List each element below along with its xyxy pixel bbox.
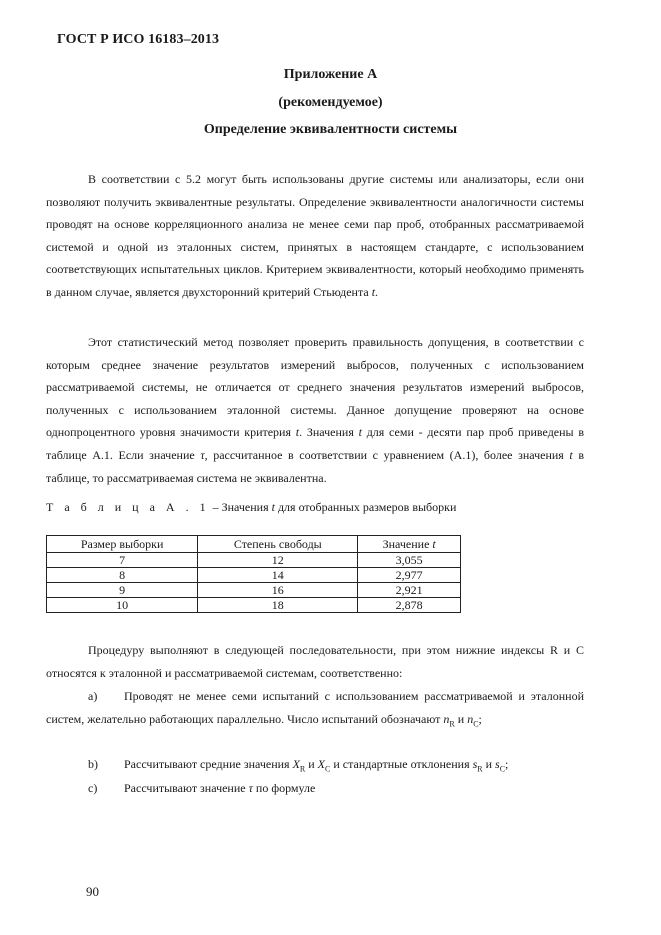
t-symbol: t	[569, 447, 573, 462]
subscript-c: C	[499, 764, 506, 774]
page-number: 90	[86, 884, 99, 899]
s-symbol: s	[472, 757, 478, 771]
subscript-c: C	[473, 718, 479, 728]
t-symbol: t	[371, 284, 376, 299]
header-sample-size: Размер выборки	[47, 536, 198, 553]
cell-sample-size: 10	[47, 598, 198, 613]
cell-degrees-freedom: 18	[198, 598, 358, 613]
x-symbol: X	[292, 757, 300, 771]
semicolon: ;	[478, 711, 482, 726]
tau-symbol: τ	[200, 447, 205, 462]
document-header: ГОСТ Р ИСО 16183–2013	[57, 32, 220, 47]
paragraph-2	[46, 331, 584, 489]
table-caption	[46, 500, 456, 515]
cell-sample-size: 8	[47, 568, 198, 583]
paragraph-1-text: В соответствии с 5.2 могут быть использованы другие системы или анализаторы, если они позволяют получить эквивалентные результаты. Определение эквивалентности аналогичности системы проводят на основе корреляционного анализа не менее семи пар проб, отобранных рассматриваемой системой и одной из эталонных систем, принятых в настоящем стандарте, с использованием соответствующих испытательных циклов. Критерием эквивалентности, который необходимо применять в данном случае, является двухсторонний критерий Стьюдента	[46, 172, 584, 299]
paragraph-2-text-b: . Значения	[299, 425, 354, 440]
header-degrees-freedom: Степень свободы	[198, 536, 358, 553]
cell-t-value: 2,878	[358, 598, 461, 613]
cell-degrees-freedom: 14	[198, 568, 358, 583]
list-label-c: c)	[88, 781, 98, 795]
table-caption-dash: – Значения	[209, 500, 272, 514]
cell-degrees-freedom: 16	[198, 583, 358, 598]
subscript-r: R	[477, 764, 483, 774]
conjunction: и	[308, 757, 315, 771]
list-text-b2: и стандартные отклонения	[333, 757, 470, 771]
list-item-a	[46, 685, 584, 736]
n-symbol: n	[467, 711, 474, 726]
list-text-c2: по формуле	[255, 781, 316, 795]
cell-t-value: 3,055	[358, 553, 461, 568]
table-row	[47, 583, 461, 598]
conjunction: и	[457, 711, 465, 726]
annex-title: Приложение А	[283, 67, 378, 82]
paragraph-2-text-e: в таблице, то рассматриваемая система не эквивалентна.	[46, 447, 585, 485]
x-symbol: X	[317, 757, 326, 771]
annex-status: (рекомендуемое)	[278, 95, 383, 110]
table-row	[47, 568, 461, 583]
table-header-row	[47, 536, 461, 553]
table-caption-prefix: Т а б л и ц а А . 1	[46, 500, 210, 514]
paragraph-1	[46, 168, 584, 304]
subscript-r: R	[449, 718, 455, 728]
cell-t-value: 2,921	[358, 583, 461, 598]
t-symbol: t	[295, 425, 300, 440]
cell-sample-size: 9	[47, 583, 198, 598]
list-label-a: a)	[88, 689, 98, 703]
t-symbol: t	[271, 500, 275, 514]
tau-symbol: τ	[248, 781, 253, 795]
t-symbol: t	[432, 537, 436, 551]
t-symbol: t	[358, 425, 362, 440]
cell-t-value: 2,977	[358, 568, 461, 583]
list-text-b1: Рассчитывают средние значения	[124, 757, 290, 771]
subscript-r: R	[299, 764, 306, 774]
list-text-a: Проводят не менее семи испытаний с использованием рассматриваемой и эталонной систем, желательно работающих параллельно. Число испытаний обозначают	[46, 689, 584, 726]
table-row	[47, 553, 461, 568]
paragraph-3-text: Процедуру выполняют в следующей последовательности, при этом нижние индексы R и C относятся к эталонной и рассматриваемой системам, соответственно:	[46, 643, 584, 680]
subscript-c: C	[325, 764, 331, 774]
list-item-c	[88, 781, 315, 796]
s-symbol: s	[495, 757, 500, 771]
list-label-b: b)	[88, 757, 98, 771]
table-row	[47, 598, 461, 613]
t-values-table	[46, 535, 461, 613]
conjunction: и	[485, 757, 493, 771]
paragraph-3	[46, 639, 584, 684]
annex-heading: Определение эквивалентности системы	[203, 122, 458, 137]
list-item-b	[88, 757, 508, 773]
paragraph-2-text-d: , рассчитанное в соответствии с уравнением (А.1), более значения	[204, 447, 564, 462]
header-value-label: Значение	[382, 537, 430, 551]
cell-sample-size: 7	[47, 553, 198, 568]
table-caption-rest: для отобранных размеров выборки	[274, 500, 457, 514]
n-symbol: n	[443, 711, 450, 726]
list-text-c1: Рассчитывают значение	[124, 781, 246, 795]
paragraph-2-text-a: Этот статистический метод позволяет проверить правильность допущения, в соответствии с которым среднее значение результатов измерений выбросов, полученных с использованием рассматриваемой системы, не отличается от среднего значения результатов измерений выбросов, полученных с использованием эталонной системы. Данное допущение проверяют на основе однопроцентного уровня значимости критерия	[46, 335, 584, 440]
semicolon: ;	[505, 757, 509, 771]
cell-degrees-freedom: 12	[198, 553, 358, 568]
paragraph-2-text-c: для семи - десяти пар проб приведены в таблице А.1. Если значение	[46, 425, 585, 462]
header-value	[358, 536, 461, 553]
period: .	[375, 284, 379, 299]
